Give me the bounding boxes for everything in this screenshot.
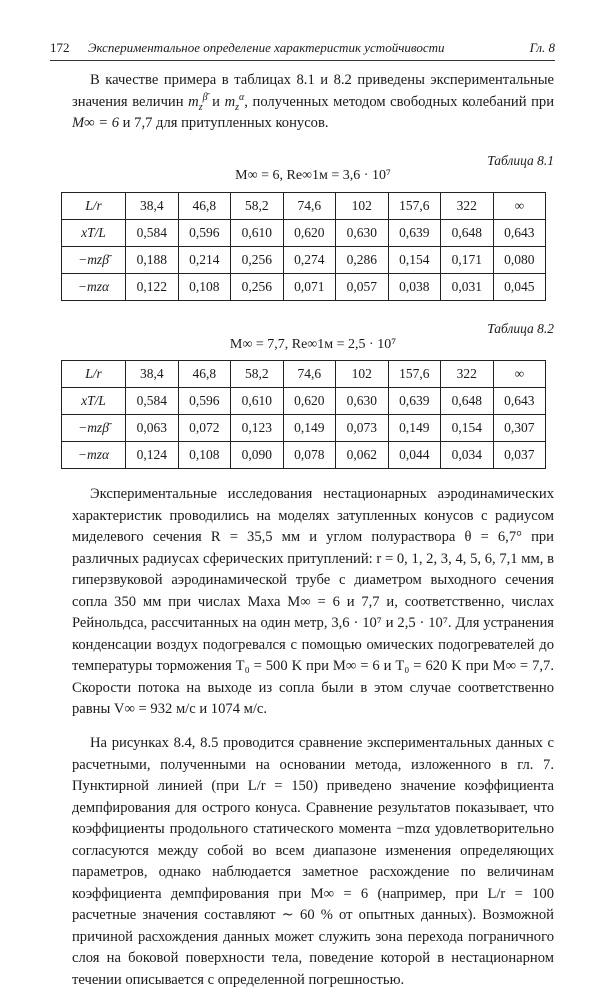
chapter-label: Гл. 8 xyxy=(529,40,555,55)
data-table-8-2 xyxy=(61,360,546,469)
table-row: −mzβ̄ 0,188 0,214 0,256 0,274 0,286 0,154 0,171 0,080 xyxy=(62,247,546,274)
intro-paragraph: В качестве примера в таблицах 8.1 и 8.2 приведены экспериментальные значения величин $m_z^{\betā}$ и $m_z^\alpha$, полученных методом свободных колебаний при M∞ = 6 и 7,7 для притупленных конусов. xyxy=(72,72,555,131)
table-header-row: L/r 38,4 46,8 58,2 74,6 102 157,6 322 ∞ xyxy=(62,193,546,220)
table-title: M∞ = 7,7, Re∞1м = 2,5 · 10⁷ xyxy=(229,337,397,352)
table-caption: Таблица 8.1 xyxy=(487,153,554,168)
table-row: xT/L 0,584 0,596 0,610 0,620 0,630 0,639 0,648 0,643 xyxy=(62,388,546,415)
table-header-row: L/r 38,4 46,8 58,2 74,6 102 157,6 322 ∞ xyxy=(62,361,546,388)
body-paragraph-experiment: Экспериментальные исследования нестационарных аэродинамических характеристик проводились на моделях затупленных конусов с радиусом миделевого сечения R = 35,5 мм и углом полураствора θ = 6,7° при различных радиусах сферических притуплений: r = 0, 1, 2, 3, 4, 5, 6, 7,1 мм, в гиперзвуковой аэродинамической трубе с диаметром выходного сечения сопла 350 мм при числах Маха M∞ = 6 и 7,7 и, соответственно, числах Рейнольдса, рассчитанных на один метр, 3,6 · 10⁷ и 2,5 · 10⁷. Для устранения конденсации воздух подогревался с помощью омических подогревателей до температуры торможения T₀ = 500 K при M∞ = 6 и T₀ = 620 K при M∞ = 7,7. Скорости потока на выходе из сопла были в этом случае соответственно равны V∞ = 932 м/с и 1074 м/с. xyxy=(72,486,554,717)
header-rule xyxy=(50,60,555,61)
page-number: 172 xyxy=(50,40,70,55)
table-title: M∞ = 6, Re∞1м = 3,6 · 10⁷ xyxy=(235,168,391,183)
body-paragraph-comparison: На рисунках 8.4, 8.5 проводится сравнение экспериментальных данных с расчетными, полученными на основании метода, изложенного в гл. 7. Пунктирной линией (при L/r = 150) приведено значение коэффициента демпфирования для острого конуса. Сравнение результатов показывает, что коэффициенты продольного статического момента −mzα удовлетворительно согласуются между собой во всем диапазоне изменения определяющих параметров, однако наблюдается заметное расхождение по величинам коэффициента демпфирования при M∞ = 6 (например, при L/r = 100 расчетные значения составляют ∼ 60 % от опытных данных). Возможной причиной расхождения данных может служить зона перехода пограничного слоя на боковой поверхности тела, поведение которой в нестационарном течении описывается с определенной погрешностью. xyxy=(72,735,554,988)
running-header xyxy=(50,40,555,60)
symbol-mz-beta: $m_z^{\betā}$ xyxy=(188,91,208,113)
symbol-mz-alpha: $m_z^\alpha$ xyxy=(224,91,245,113)
running-title: Экспериментальное определение характеристик устойчивости xyxy=(88,40,445,55)
table-row: −mzα 0,122 0,108 0,256 0,071 0,057 0,038 0,031 0,045 xyxy=(62,274,546,301)
table-caption: Таблица 8.2 xyxy=(487,321,554,336)
table-row: −mzβ̄ 0,063 0,072 0,123 0,149 0,073 0,149 0,154 0,307 xyxy=(62,415,546,442)
table-row: xT/L 0,584 0,596 0,610 0,620 0,630 0,639 0,648 0,643 xyxy=(62,220,546,247)
table-row: −mzα 0,124 0,108 0,090 0,078 0,062 0,044 0,034 0,037 xyxy=(62,442,546,469)
data-table-8-1 xyxy=(61,192,546,301)
